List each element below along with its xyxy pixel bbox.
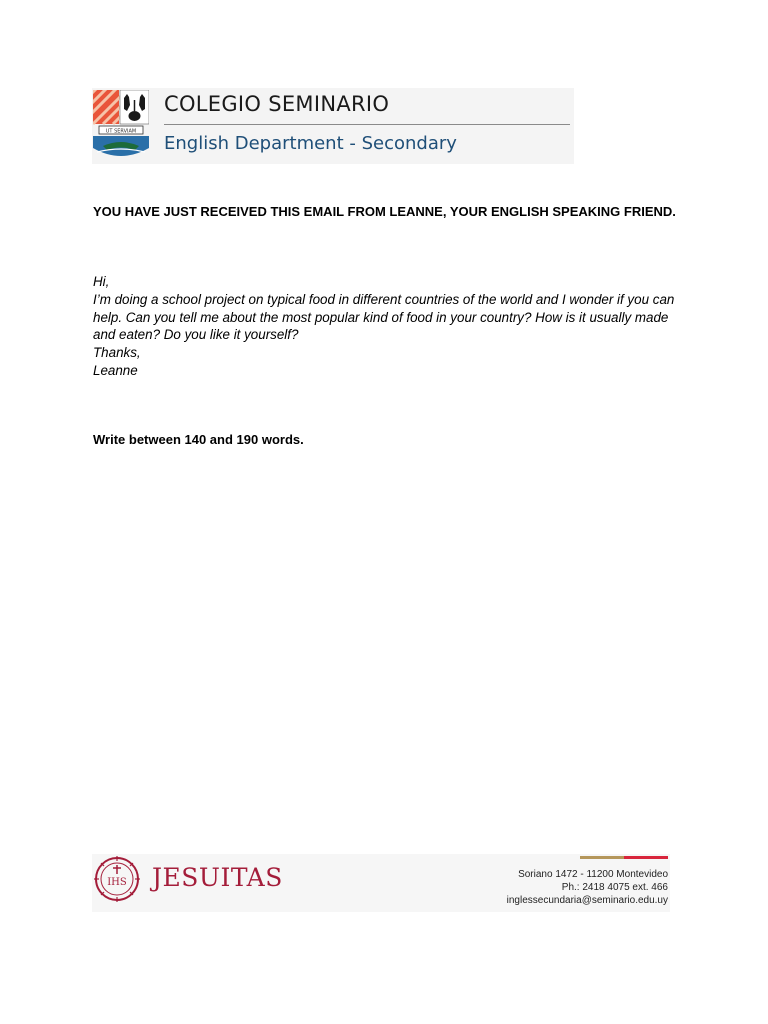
header-divider [164,124,570,125]
ihs-seal-icon [93,855,141,903]
task-instruction: YOU HAVE JUST RECEIVED THIS EMAIL FROM LEANNE, YOUR ENGLISH SPEAKING FRIEND. [93,204,676,219]
email-closing: Thanks, [93,345,141,361]
phone-line: Ph.: 2418 4075 ext. 466 [561,882,668,893]
accent-bar-red [624,856,668,859]
email-signature: Leanne [93,362,138,378]
email-body: I’m doing a school project on typical food in different countries of the world and I wonder if you can help. Can you tell me about the most popular kind of food in your country? How is it usually made and eaten? Do you like it yourself? [93,291,675,343]
accent-bar-gold [580,856,624,859]
email-address-line: inglessecundaria@seminario.edu.uy [506,895,668,906]
seal-text: IHS [107,877,127,888]
brand-name: JESUITAS [152,863,283,892]
address-line: Soriano 1472 - 11200 Montevideo [518,869,668,880]
contact-block [507,868,668,907]
email-greeting: Hi, [93,274,110,289]
letterhead-header [92,88,574,164]
department-name: English Department - Secondary [164,133,457,154]
email-message [93,273,683,380]
school-crest-icon [93,90,149,160]
crest-motto: UT SERVIAM [105,128,137,135]
word-count-instruction: Write between 140 and 190 words. [93,432,304,447]
letterhead-footer [92,854,670,912]
school-name: COLEGIO SEMINARIO [164,92,390,116]
